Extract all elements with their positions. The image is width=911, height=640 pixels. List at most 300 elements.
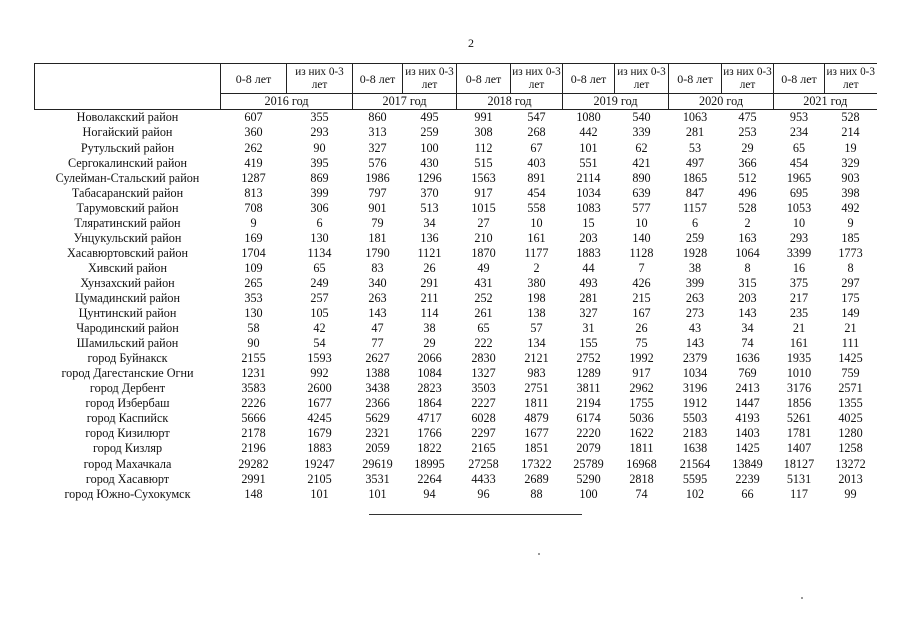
district-name-cell: Новолакский район	[76, 110, 179, 125]
year-header-2017: 2017 год	[353, 94, 457, 110]
value-cell-age-0-8: 263	[685, 290, 705, 305]
subgroup-header: из них 0-3 лет	[287, 64, 353, 94]
value-cell-age-0-8: 1053	[786, 200, 812, 215]
value-cell-age-0-8: 100	[579, 486, 598, 501]
value-cell-age-0-8: 43	[688, 321, 702, 336]
value-cell-age-0-8: 2183	[682, 426, 708, 441]
value-cell-age-0-3: 34	[423, 215, 436, 230]
value-cell-age-0-3: 1992	[629, 351, 654, 366]
age-header-row	[35, 64, 877, 94]
value-cell-age-0-3: 2823	[417, 381, 442, 396]
value-cell-age-0-3: 903	[841, 170, 860, 185]
value-cell-age-0-3: 1258	[838, 441, 863, 456]
value-cell-age-0-8: 901	[368, 200, 387, 215]
value-cell-age-0-8: 5595	[682, 471, 708, 486]
district-name-cell: Рутульский район	[80, 140, 175, 155]
value-cell-age-0-8: 2830	[471, 351, 496, 366]
value-cell-age-0-8: 90	[247, 336, 260, 351]
value-cell-age-0-8: 18127	[783, 456, 815, 471]
subgroup-header: из них 0-3 лет	[722, 64, 774, 94]
table-row	[35, 230, 877, 245]
table-row	[35, 366, 877, 381]
value-cell-age-0-8: 2196	[241, 441, 266, 456]
value-cell-age-0-8: 155	[579, 336, 598, 351]
value-cell-age-0-3: 211	[420, 290, 439, 305]
value-cell-age-0-3: 528	[738, 200, 757, 215]
value-cell-age-0-3: 74	[635, 486, 648, 501]
value-cell-age-0-8: 77	[371, 336, 384, 351]
value-cell-age-0-3: 528	[841, 110, 860, 125]
value-cell-age-0-3: 1134	[307, 245, 332, 260]
value-cell-age-0-3: 2239	[735, 471, 760, 486]
value-cell-age-0-3: 2600	[307, 381, 332, 396]
table-body	[35, 110, 877, 502]
value-cell-age-0-3: 540	[632, 110, 651, 125]
value-cell-age-0-3: 759	[841, 366, 860, 381]
subgroup-header: из них 0-3 лет	[825, 64, 877, 94]
value-cell-age-0-3: 99	[844, 486, 857, 501]
value-cell-age-0-8: 25789	[573, 456, 604, 471]
value-cell-age-0-8: 235	[789, 306, 809, 321]
value-cell-age-0-3: 2	[744, 215, 751, 230]
value-cell-age-0-8: 3399	[786, 245, 812, 260]
value-cell-age-0-3: 5036	[629, 411, 654, 426]
value-cell-age-0-3: 297	[841, 275, 860, 290]
value-cell-age-0-8: 29619	[362, 456, 393, 471]
value-cell-age-0-3: 380	[527, 275, 546, 290]
district-name-cell: Шамильский район	[76, 336, 179, 351]
value-cell-age-0-3: 370	[420, 185, 439, 200]
value-cell-age-0-8: 353	[244, 290, 263, 305]
value-cell-age-0-8: 79	[371, 215, 384, 230]
value-cell-age-0-3: 19247	[304, 456, 335, 471]
value-cell-age-0-8: 265	[244, 275, 263, 290]
value-cell-age-0-8: 281	[579, 290, 598, 305]
value-cell-age-0-3: 426	[632, 275, 651, 290]
value-cell-age-0-8: 497	[685, 155, 705, 170]
value-cell-age-0-3: 163	[738, 230, 757, 245]
value-cell-age-0-8: 2178	[241, 426, 266, 441]
value-cell-age-0-8: 203	[579, 230, 598, 245]
value-cell-age-0-8: 2297	[471, 426, 496, 441]
district-name-cell: Хунзахский район	[80, 275, 175, 290]
value-cell-age-0-3: 291	[420, 275, 439, 290]
value-cell-age-0-3: 1864	[417, 396, 442, 411]
value-cell-age-0-3: 475	[738, 110, 757, 125]
value-cell-age-0-3: 1766	[417, 426, 442, 441]
district-name-cell: город Кизляр	[92, 441, 163, 456]
value-cell-age-0-3: 639	[632, 185, 651, 200]
value-cell-age-0-8: 1986	[365, 170, 390, 185]
value-cell-age-0-8: 2627	[365, 351, 390, 366]
value-cell-age-0-3: 495	[420, 110, 439, 125]
value-cell-age-0-3: 1773	[838, 245, 863, 260]
value-cell-age-0-3: 65	[313, 260, 326, 275]
age-header: 0-8 лет	[563, 64, 615, 94]
value-cell-age-0-8: 3196	[682, 381, 708, 396]
value-cell-age-0-8: 234	[789, 125, 809, 140]
value-cell-age-0-3: 214	[841, 125, 860, 140]
value-cell-age-0-8: 102	[685, 486, 705, 501]
value-cell-age-0-8: 308	[474, 125, 493, 140]
value-cell-age-0-8: 1388	[365, 366, 390, 381]
value-cell-age-0-8: 112	[474, 140, 493, 155]
value-cell-age-0-8: 273	[685, 306, 705, 321]
value-cell-age-0-8: 419	[244, 155, 263, 170]
value-cell-age-0-8: 4433	[471, 471, 496, 486]
value-cell-age-0-3: 2264	[417, 471, 442, 486]
table-row	[35, 411, 877, 426]
value-cell-age-0-8: 5290	[576, 471, 601, 486]
value-cell-age-0-8: 515	[474, 155, 493, 170]
value-cell-age-0-3: 1403	[735, 426, 760, 441]
value-cell-age-0-8: 169	[244, 230, 263, 245]
value-cell-age-0-3: 268	[527, 125, 546, 140]
table-row	[35, 471, 877, 486]
value-cell-age-0-3: 101	[310, 486, 329, 501]
value-cell-age-0-8: 2991	[241, 471, 266, 486]
value-cell-age-0-8: 252	[474, 290, 493, 305]
value-cell-age-0-3: 1447	[735, 396, 760, 411]
value-cell-age-0-3: 253	[738, 125, 757, 140]
value-cell-age-0-3: 57	[530, 321, 543, 336]
value-cell-age-0-3: 75	[635, 336, 648, 351]
value-cell-age-0-8: 5629	[365, 411, 390, 426]
value-cell-age-0-3: 403	[527, 155, 546, 170]
value-cell-age-0-3: 134	[527, 336, 546, 351]
value-cell-age-0-3: 2689	[524, 471, 549, 486]
value-cell-age-0-8: 1231	[241, 366, 266, 381]
age-header: 0-8 лет	[669, 64, 722, 94]
value-cell-age-0-8: 101	[368, 486, 387, 501]
value-cell-age-0-3: 2571	[838, 381, 863, 396]
value-cell-age-0-3: 105	[310, 306, 329, 321]
value-cell-age-0-3: 4193	[735, 411, 760, 426]
value-cell-age-0-8: 58	[247, 321, 260, 336]
value-cell-age-0-3: 130	[310, 230, 329, 245]
value-cell-age-0-8: 5131	[786, 471, 812, 486]
value-cell-age-0-8: 708	[244, 200, 263, 215]
value-cell-age-0-3: 1177	[524, 245, 549, 260]
table-row	[35, 306, 877, 321]
value-cell-age-0-8: 259	[685, 230, 705, 245]
value-cell-age-0-3: 398	[841, 185, 860, 200]
value-cell-age-0-8: 15	[582, 215, 595, 230]
value-cell-age-0-8: 1912	[682, 396, 708, 411]
value-cell-age-0-8: 5503	[682, 411, 708, 426]
value-cell-age-0-3: 1677	[307, 396, 332, 411]
district-name-cell: город Каспийск	[86, 411, 169, 426]
value-cell-age-0-8: 65	[792, 140, 806, 155]
value-cell-age-0-3: 66	[741, 486, 754, 501]
value-cell-age-0-3: 198	[527, 290, 546, 305]
value-cell-age-0-8: 2227	[471, 396, 496, 411]
value-cell-age-0-8: 340	[368, 275, 387, 290]
table-row	[35, 215, 877, 230]
value-cell-age-0-8: 96	[477, 486, 490, 501]
value-cell-age-0-3: 9	[847, 215, 854, 230]
value-cell-age-0-3: 355	[310, 110, 329, 125]
value-cell-age-0-8: 1856	[786, 396, 812, 411]
page-number: 2	[468, 36, 474, 50]
value-cell-age-0-3: 1636	[735, 351, 760, 366]
value-cell-age-0-8: 222	[474, 336, 493, 351]
table-row	[35, 321, 877, 336]
value-cell-age-0-8: 860	[368, 110, 387, 125]
value-cell-age-0-3: 203	[738, 290, 757, 305]
value-cell-age-0-8: 313	[368, 125, 387, 140]
header-corner	[35, 64, 221, 110]
value-cell-age-0-3: 1677	[524, 426, 549, 441]
table-row	[35, 125, 877, 140]
value-cell-age-0-3: 16968	[626, 456, 657, 471]
age-header: 0-8 лет	[774, 64, 825, 94]
value-cell-age-0-3: 143	[738, 306, 757, 321]
value-cell-age-0-8: 3438	[365, 381, 390, 396]
value-cell-age-0-8: 6	[691, 215, 699, 230]
value-cell-age-0-3: 1883	[307, 441, 332, 456]
value-cell-age-0-3: 1811	[629, 441, 654, 456]
value-cell-age-0-3: 496	[738, 185, 757, 200]
value-cell-age-0-3: 430	[420, 155, 439, 170]
value-cell-age-0-3: 4879	[524, 411, 549, 426]
value-cell-age-0-3: 100	[420, 140, 439, 155]
value-cell-age-0-3: 259	[420, 125, 439, 140]
value-cell-age-0-3: 62	[635, 140, 648, 155]
value-cell-age-0-3: 26	[635, 321, 648, 336]
value-cell-age-0-8: 109	[244, 260, 263, 275]
value-cell-age-0-8: 27	[477, 215, 490, 230]
value-cell-age-0-3: 1851	[524, 441, 549, 456]
value-cell-age-0-3: 29	[423, 336, 436, 351]
table-row	[35, 351, 877, 366]
value-cell-age-0-8: 2366	[365, 396, 390, 411]
value-cell-age-0-8: 1010	[786, 366, 812, 381]
value-cell-age-0-8: 3583	[241, 381, 266, 396]
value-cell-age-0-8: 1928	[682, 245, 708, 260]
value-cell-age-0-3: 1128	[629, 245, 654, 260]
value-cell-age-0-3: 2818	[629, 471, 654, 486]
value-cell-age-0-3: 8	[744, 260, 751, 275]
table-row	[35, 486, 877, 501]
value-cell-age-0-8: 210	[474, 230, 493, 245]
value-cell-age-0-8: 3176	[786, 381, 812, 396]
district-name-cell: Ногайский район	[82, 125, 173, 140]
district-name-cell: город Избербаш	[85, 396, 170, 411]
value-cell-age-0-8: 2194	[576, 396, 601, 411]
district-name-cell: Унцукульский район	[73, 230, 182, 245]
age-header: 0-8 лет	[353, 64, 403, 94]
value-cell-age-0-3: 1679	[307, 426, 332, 441]
value-cell-age-0-3: 1593	[307, 351, 332, 366]
value-cell-age-0-3: 4717	[417, 411, 442, 426]
value-cell-age-0-3: 8	[847, 260, 854, 275]
value-cell-age-0-3: 1355	[838, 396, 863, 411]
value-cell-age-0-8: 1563	[471, 170, 496, 185]
table-row	[35, 200, 877, 215]
table-row	[35, 456, 877, 471]
value-cell-age-0-3: 13272	[835, 456, 866, 471]
scan-speck	[538, 553, 540, 555]
value-cell-age-0-3: 6	[316, 215, 323, 230]
table-row	[35, 155, 877, 170]
value-cell-age-0-8: 1704	[241, 245, 266, 260]
value-cell-age-0-8: 27258	[468, 456, 499, 471]
value-cell-age-0-3: 94	[423, 486, 436, 501]
value-cell-age-0-8: 143	[368, 306, 387, 321]
value-cell-age-0-3: 74	[741, 336, 754, 351]
value-cell-age-0-3: 293	[310, 125, 329, 140]
value-cell-age-0-8: 6174	[576, 411, 601, 426]
value-cell-age-0-3: 140	[632, 230, 651, 245]
value-cell-age-0-8: 44	[582, 260, 595, 275]
value-cell-age-0-3: 421	[632, 155, 651, 170]
subgroup-header: из них 0-3 лет	[511, 64, 563, 94]
value-cell-age-0-8: 360	[244, 125, 263, 140]
value-cell-age-0-8: 47	[371, 321, 384, 336]
value-cell-age-0-8: 143	[685, 336, 705, 351]
value-cell-age-0-8: 327	[368, 140, 387, 155]
value-cell-age-0-8: 1407	[786, 441, 812, 456]
district-name-cell: город Махачкала	[83, 456, 172, 471]
value-cell-age-0-8: 607	[244, 110, 263, 125]
district-name-cell: город Южно-Сухокумск	[64, 486, 191, 501]
value-cell-age-0-8: 101	[579, 140, 598, 155]
value-cell-age-0-8: 262	[244, 140, 263, 155]
value-cell-age-0-3: 992	[310, 366, 329, 381]
subgroup-header: из них 0-3 лет	[403, 64, 457, 94]
value-cell-age-0-8: 399	[685, 275, 705, 290]
value-cell-age-0-8: 293	[789, 230, 809, 245]
value-cell-age-0-8: 148	[244, 486, 263, 501]
value-cell-age-0-3: 10	[530, 215, 543, 230]
value-cell-age-0-3: 1622	[629, 426, 654, 441]
value-cell-age-0-3: 1064	[735, 245, 760, 260]
value-cell-age-0-3: 111	[841, 336, 860, 351]
district-name-cell: Тарумовский район	[76, 200, 179, 215]
value-cell-age-0-8: 3811	[576, 381, 601, 396]
district-name-cell: Цумадинский район	[74, 290, 181, 305]
value-cell-age-0-3: 769	[738, 366, 757, 381]
signature-line	[369, 514, 582, 515]
value-cell-age-0-8: 2752	[576, 351, 601, 366]
value-cell-age-0-3: 315	[738, 275, 757, 290]
value-cell-age-0-8: 2114	[576, 170, 601, 185]
table-row	[35, 260, 877, 275]
value-cell-age-0-3: 10	[635, 215, 648, 230]
value-cell-age-0-8: 9	[250, 215, 257, 230]
value-cell-age-0-8: 83	[371, 260, 384, 275]
value-cell-age-0-3: 2	[533, 260, 540, 275]
value-cell-age-0-8: 21	[792, 321, 806, 336]
value-cell-age-0-3: 1121	[417, 245, 442, 260]
value-cell-age-0-8: 1063	[682, 110, 708, 125]
value-cell-age-0-8: 917	[474, 185, 493, 200]
value-cell-age-0-3: 306	[310, 200, 329, 215]
year-header-2016: 2016 год	[221, 94, 353, 110]
district-name-cell: город Дербент	[89, 381, 166, 396]
value-cell-age-0-3: 891	[527, 170, 546, 185]
value-cell-age-0-3: 13849	[732, 456, 763, 471]
district-name-cell: город Хасавюрт	[85, 471, 170, 486]
district-name-cell: город Кизилюрт	[85, 426, 170, 441]
table-row	[35, 245, 877, 260]
year-header-2020: 2020 год	[669, 94, 774, 110]
value-cell-age-0-8: 551	[579, 155, 598, 170]
value-cell-age-0-3: 2413	[735, 381, 760, 396]
age-header: 0-8 лет	[221, 64, 287, 94]
value-cell-age-0-3: 1755	[629, 396, 654, 411]
value-cell-age-0-3: 513	[420, 200, 439, 215]
children-statistics-table	[34, 63, 877, 501]
value-cell-age-0-3: 558	[527, 200, 546, 215]
value-cell-age-0-8: 813	[244, 185, 263, 200]
value-cell-age-0-3: 1822	[417, 441, 442, 456]
value-cell-age-0-3: 454	[527, 185, 546, 200]
value-cell-age-0-8: 1870	[471, 245, 496, 260]
value-cell-age-0-8: 29282	[238, 456, 269, 471]
value-cell-age-0-8: 442	[579, 125, 598, 140]
district-name-cell: Табасаранский район	[71, 185, 184, 200]
value-cell-age-0-8: 2220	[576, 426, 601, 441]
district-name-cell: Сулейман-Стальский район	[55, 170, 200, 185]
value-cell-age-0-8: 10	[792, 215, 806, 230]
value-cell-age-0-3: 2013	[838, 471, 863, 486]
value-cell-age-0-3: 7	[638, 260, 645, 275]
value-cell-age-0-8: 797	[368, 185, 387, 200]
value-cell-age-0-3: 19	[844, 140, 857, 155]
scan-speck	[801, 597, 803, 599]
value-cell-age-0-8: 2079	[576, 441, 601, 456]
value-cell-age-0-8: 1790	[365, 245, 390, 260]
value-cell-age-0-3: 1811	[524, 396, 549, 411]
value-cell-age-0-3: 366	[738, 155, 757, 170]
district-name-cell: Хасавюртовский район	[67, 245, 188, 260]
district-name-cell: Цунтинский район	[78, 306, 177, 321]
district-name-cell: Хивский район	[87, 260, 168, 275]
value-cell-age-0-8: 3503	[471, 381, 496, 396]
district-name-cell: город Дагестанские Огни	[61, 366, 194, 381]
value-cell-age-0-8: 281	[685, 125, 705, 140]
table-row	[35, 426, 877, 441]
subgroup-header: из них 0-3 лет	[615, 64, 669, 94]
value-cell-age-0-3: 161	[527, 230, 546, 245]
value-cell-age-0-8: 1034	[682, 366, 708, 381]
value-cell-age-0-8: 1638	[682, 441, 708, 456]
value-cell-age-0-8: 2165	[471, 441, 496, 456]
value-cell-age-0-8: 1157	[683, 200, 707, 215]
table-row	[35, 441, 877, 456]
value-cell-age-0-3: 395	[310, 155, 329, 170]
district-name-cell: город Буйнакск	[87, 351, 168, 366]
value-cell-age-0-3: 18995	[414, 456, 445, 471]
value-cell-age-0-3: 339	[632, 125, 651, 140]
district-name-cell: Тляратинский район	[74, 215, 181, 230]
value-cell-age-0-3: 21	[844, 321, 857, 336]
value-cell-age-0-3: 329	[841, 155, 860, 170]
value-cell-age-0-3: 399	[310, 185, 329, 200]
value-cell-age-0-3: 38	[423, 321, 436, 336]
value-cell-age-0-8: 130	[244, 306, 263, 321]
value-cell-age-0-8: 53	[688, 140, 702, 155]
value-cell-age-0-8: 1034	[576, 185, 601, 200]
value-cell-age-0-3: 34	[741, 321, 754, 336]
value-cell-age-0-8: 2059	[365, 441, 390, 456]
value-cell-age-0-3: 869	[310, 170, 329, 185]
value-cell-age-0-8: 5666	[241, 411, 266, 426]
table-row	[35, 276, 877, 291]
value-cell-age-0-3: 2121	[524, 351, 549, 366]
